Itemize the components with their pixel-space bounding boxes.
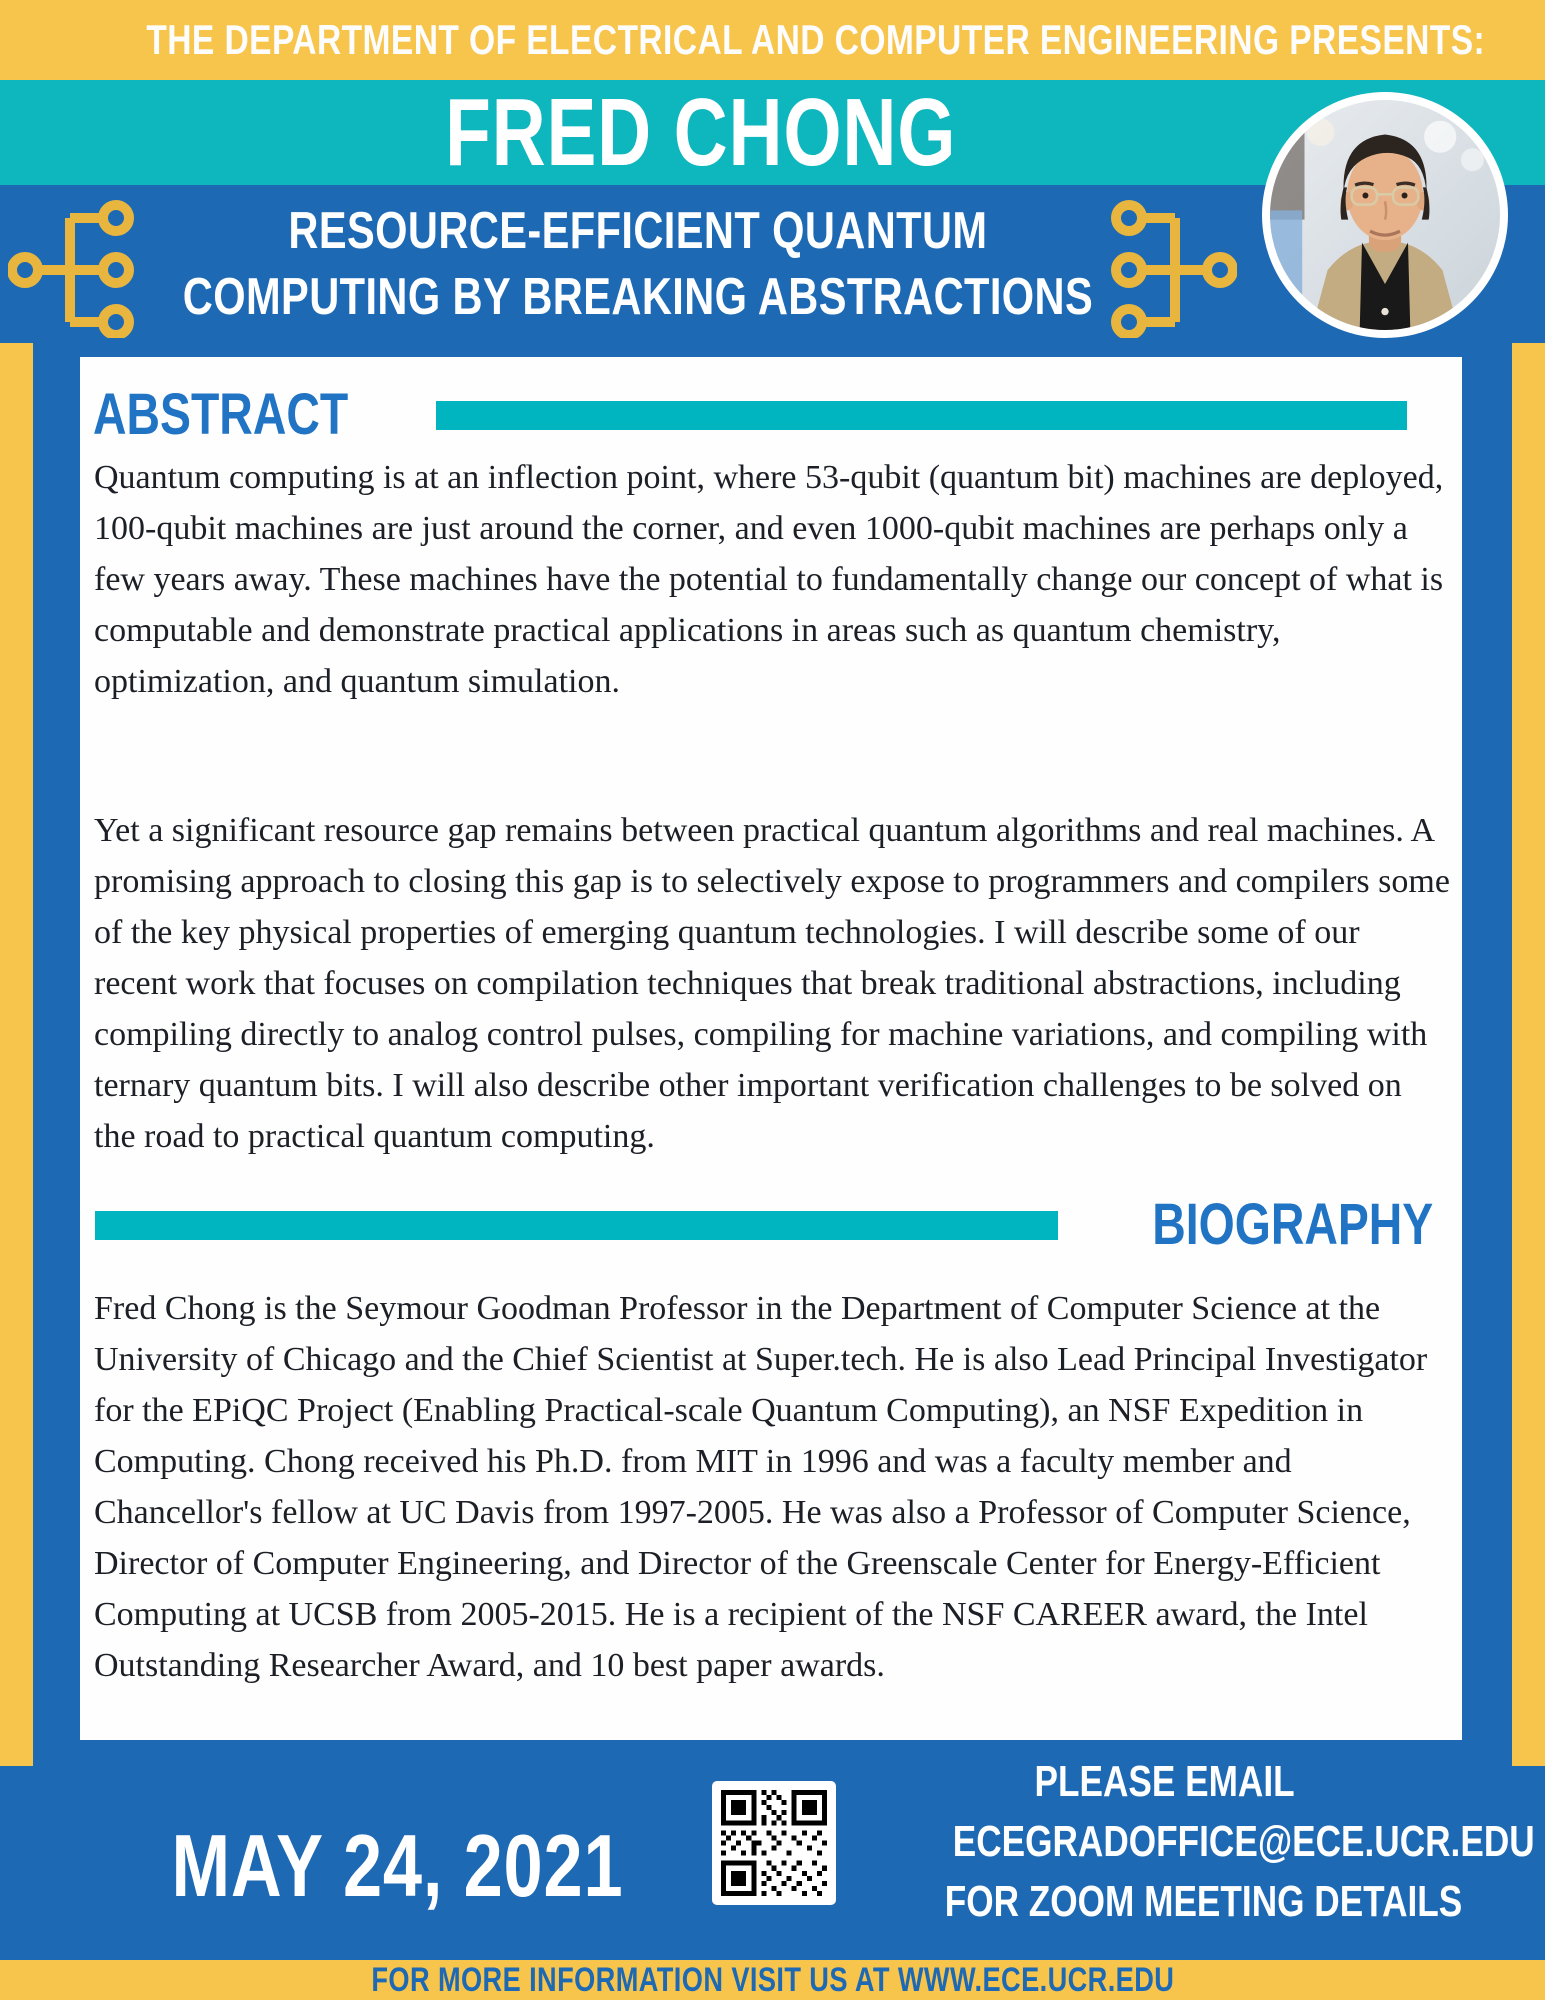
event-date-box bbox=[115, 1816, 645, 1915]
abstract-heading: ABSTRACT bbox=[93, 382, 349, 447]
content-panel bbox=[80, 357, 1462, 1740]
speaker-name: FRED CHONG bbox=[444, 78, 957, 186]
footer-band bbox=[0, 1960, 1545, 2000]
event-date: MAY 24, 2021 bbox=[171, 1816, 624, 1915]
speaker-portrait-illustration bbox=[1270, 100, 1500, 330]
circuit-icon-left bbox=[8, 198, 142, 338]
contact-block bbox=[880, 1752, 1535, 1932]
abstract-rule bbox=[436, 401, 1407, 430]
circuit-icon-right bbox=[1103, 198, 1237, 338]
top-banner bbox=[0, 0, 1545, 80]
abstract-paragraph-1: Quantum computing is at an inflection point, where 53-qubit (quantum bit) machines are deployed, 100-qubit machines are just around the corner, and even 1000-qubit machines are perhaps only a few years away. These machines have the potential to fundamentally change our concept of what is computable and demonstrate practical applications in areas such as quantum chemistry, optimization, and quantum simulation. bbox=[94, 459, 1444, 700]
qr-code bbox=[712, 1781, 836, 1905]
speaker-photo bbox=[1262, 92, 1508, 338]
biography-paragraph: Fred Chong is the Seymour Goodman Professor in the Department of Computer Science at the University of Chicago and the Chief Scientist at Super.tech. He is also Lead Principal Investigator for the EPiQC Project (Enabling Practical-scale Quantum Computing), an NSF Expedition in Computing. Chong received his Ph.D. from MIT in 1996 and was a faculty member and Chancellor's fellow at UC Davis from 1997-2005. He was also a Professor of Computer Science, Director of Computer Engineering, and Director of the Greenscale Center for Energy-Efficient Computing at UCSB from 2005-2015. He is a recipient of the NSF CAREER award, the Intel Outstanding Researcher Award, and 10 best paper awards. bbox=[94, 1290, 1428, 1684]
biography-heading-row bbox=[95, 1192, 1433, 1257]
biography-rule bbox=[95, 1211, 1058, 1240]
abstract-paragraph-2: Yet a significant resource gap remains between practical quantum algorithms and real machines. A promising approach to closing this gap is to selectively expose to programmers and compilers some of the key physical properties of emerging quantum technologies. I will describe some of our recent work that focuses on compilation techniques that break traditional abstractions, including compiling directly to analog control pulses, compiling for machine variations, and compiling with ternary quantum bits. I will also describe other important verification challenges to be solved on the road to practical quantum computing. bbox=[94, 812, 1450, 1155]
contact-email: ECEGRADOFFICE@ECE.UCR.EDU bbox=[952, 1817, 1535, 1866]
footer-text: FOR MORE INFORMATION VISIT US AT WWW.ECE.UCR.EDU bbox=[371, 1960, 1174, 1999]
abstract-heading-row bbox=[93, 382, 1407, 447]
presents-text: THE DEPARTMENT OF ELECTRICAL AND COMPUTER ENGINEERING PRESENTS: bbox=[146, 16, 1485, 63]
contact-line-1: PLEASE EMAIL bbox=[1034, 1757, 1296, 1806]
talk-title-line-2: COMPUTING BY BREAKING ABSTRACTIONS bbox=[182, 268, 1093, 326]
talk-title-line-1: RESOURCE-EFFICIENT QUANTUM bbox=[287, 202, 988, 260]
contact-line-3: FOR ZOOM MEETING DETAILS bbox=[944, 1877, 1463, 1926]
biography-heading: BIOGRAPHY bbox=[1151, 1192, 1433, 1257]
